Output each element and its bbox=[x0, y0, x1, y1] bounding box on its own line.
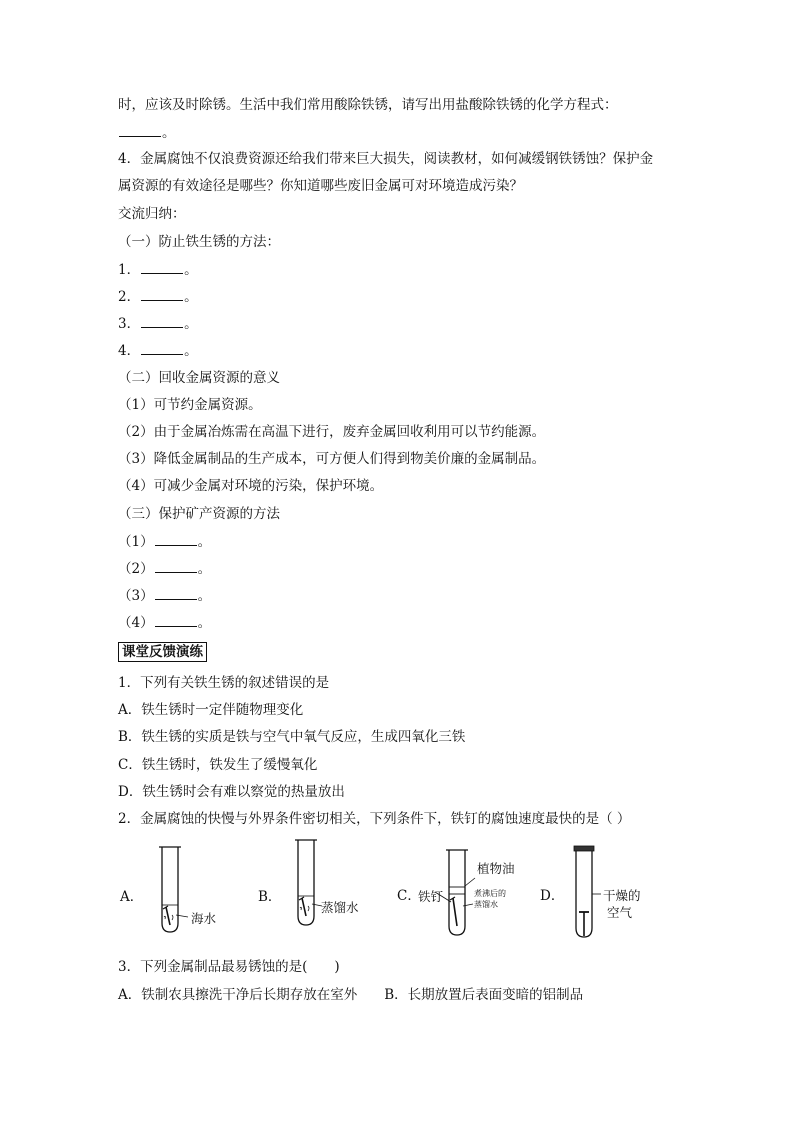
test-tube-d-icon bbox=[568, 846, 608, 942]
answer-blank[interactable] bbox=[119, 123, 161, 137]
blank[interactable] bbox=[141, 341, 183, 355]
section-1-item-4: 4． 。 bbox=[118, 343, 198, 359]
section-3-item-1: （1） 。 bbox=[118, 534, 212, 550]
section-1-item-3: 3． 。 bbox=[118, 316, 198, 332]
section-2-item-2: （2）由于金属冶炼需在高温下进行，废弃金属回收利用可以节约能源。 bbox=[118, 424, 546, 440]
question-1: 1．下列有关铁生锈的叙述错误的是 bbox=[118, 675, 330, 691]
answer-line: 。 bbox=[118, 123, 176, 142]
blank[interactable] bbox=[141, 287, 183, 301]
feedback-heading bbox=[118, 643, 207, 661]
blank[interactable] bbox=[155, 586, 197, 600]
section-2-title: （二）回收金属资源的意义 bbox=[118, 370, 280, 386]
option-d-label[interactable]: D． bbox=[540, 888, 565, 904]
section-2-item-1: （1）可节约金属资源。 bbox=[118, 397, 262, 413]
option-b-distilled-water-label: 蒸馏水 bbox=[321, 900, 359, 915]
section-1-item-1: 1． 。 bbox=[118, 262, 198, 278]
option-b-label[interactable]: B． bbox=[258, 889, 282, 905]
option-d-dry-air-label-2: 空气 bbox=[607, 905, 633, 920]
question-1-option-a[interactable]: A．铁生锈时一定伴随物理变化 bbox=[118, 702, 304, 718]
blank[interactable] bbox=[155, 532, 197, 546]
question-1-option-c[interactable]: C．铁生锈时，铁发生了缓慢氧化 bbox=[118, 757, 318, 773]
blank[interactable] bbox=[155, 613, 197, 627]
question-3-options[interactable]: A．铁制农具擦洗干净后长期存放在室外 B．长期放置后表面变暗的铝制品 bbox=[118, 987, 584, 1003]
option-c-nail-label: 铁钉 bbox=[418, 889, 444, 904]
section-3-title: （三）保护矿产资源的方法 bbox=[118, 506, 280, 522]
section-2-item-4: （4）可减少金属对环境的污染，保护环境。 bbox=[118, 478, 384, 494]
question-4-line-1: 4．金属腐蚀不仅浪费资源还给我们带来巨大损失，阅读教材，如何减缓钢铁锈蚀？保护金 bbox=[118, 151, 654, 167]
blank[interactable] bbox=[141, 260, 183, 274]
section-1-title: （一）防止铁生锈的方法： bbox=[118, 234, 280, 250]
section-3-item-3: （3） 。 bbox=[118, 588, 212, 604]
question-4-line-2: 属资源的有效途径是哪些？你知道哪些废旧金属可对环境造成污染？ bbox=[118, 178, 523, 194]
option-a-label[interactable]: A． bbox=[120, 889, 144, 905]
option-c-oil-label: 植物油 bbox=[477, 861, 515, 876]
option-c-label[interactable]: C． bbox=[397, 888, 421, 904]
blank[interactable] bbox=[141, 314, 183, 328]
question-2: 2．金属腐蚀的快慢与外界条件密切相关，下列条件下，铁钉的腐蚀速度最快的是（ ） bbox=[118, 811, 631, 827]
section-1-item-2: 2． 。 bbox=[118, 289, 198, 305]
option-c-boiled-water-label-1: 煮沸后的 bbox=[474, 889, 506, 898]
feedback-title: 课堂反馈演练 bbox=[118, 642, 207, 662]
blank[interactable] bbox=[155, 559, 197, 573]
section-3-item-2: （2） 。 bbox=[118, 561, 212, 577]
option-d-dry-air-label-1: 干燥的 bbox=[603, 888, 641, 903]
text-line-1: 时，应该及时除锈。生活中我们常用酸除铁锈，请写出用盐酸除铁锈的化学方程式： bbox=[118, 97, 618, 113]
question-3: 3．下列金属制品最易锈蚀的是( ) bbox=[118, 959, 340, 975]
summary-heading: 交流归纳： bbox=[118, 206, 186, 222]
section-3-item-4: （4） 。 bbox=[118, 615, 212, 631]
question-1-option-d[interactable]: D．铁生锈时会有难以察觉的热量放出 bbox=[118, 784, 345, 800]
option-c-boiled-water-label-2: 蒸馏水 bbox=[474, 900, 498, 909]
section-2-item-3: （3）降低金属制品的生产成本，可方便人们得到物美价廉的金属制品。 bbox=[118, 451, 546, 467]
option-a-seawater-label: 海水 bbox=[191, 911, 217, 926]
question-1-option-b[interactable]: B．铁生锈的实质是铁与空气中氧气反应，生成四氧化三铁 bbox=[118, 729, 466, 745]
test-tube-a-icon bbox=[154, 845, 194, 935]
